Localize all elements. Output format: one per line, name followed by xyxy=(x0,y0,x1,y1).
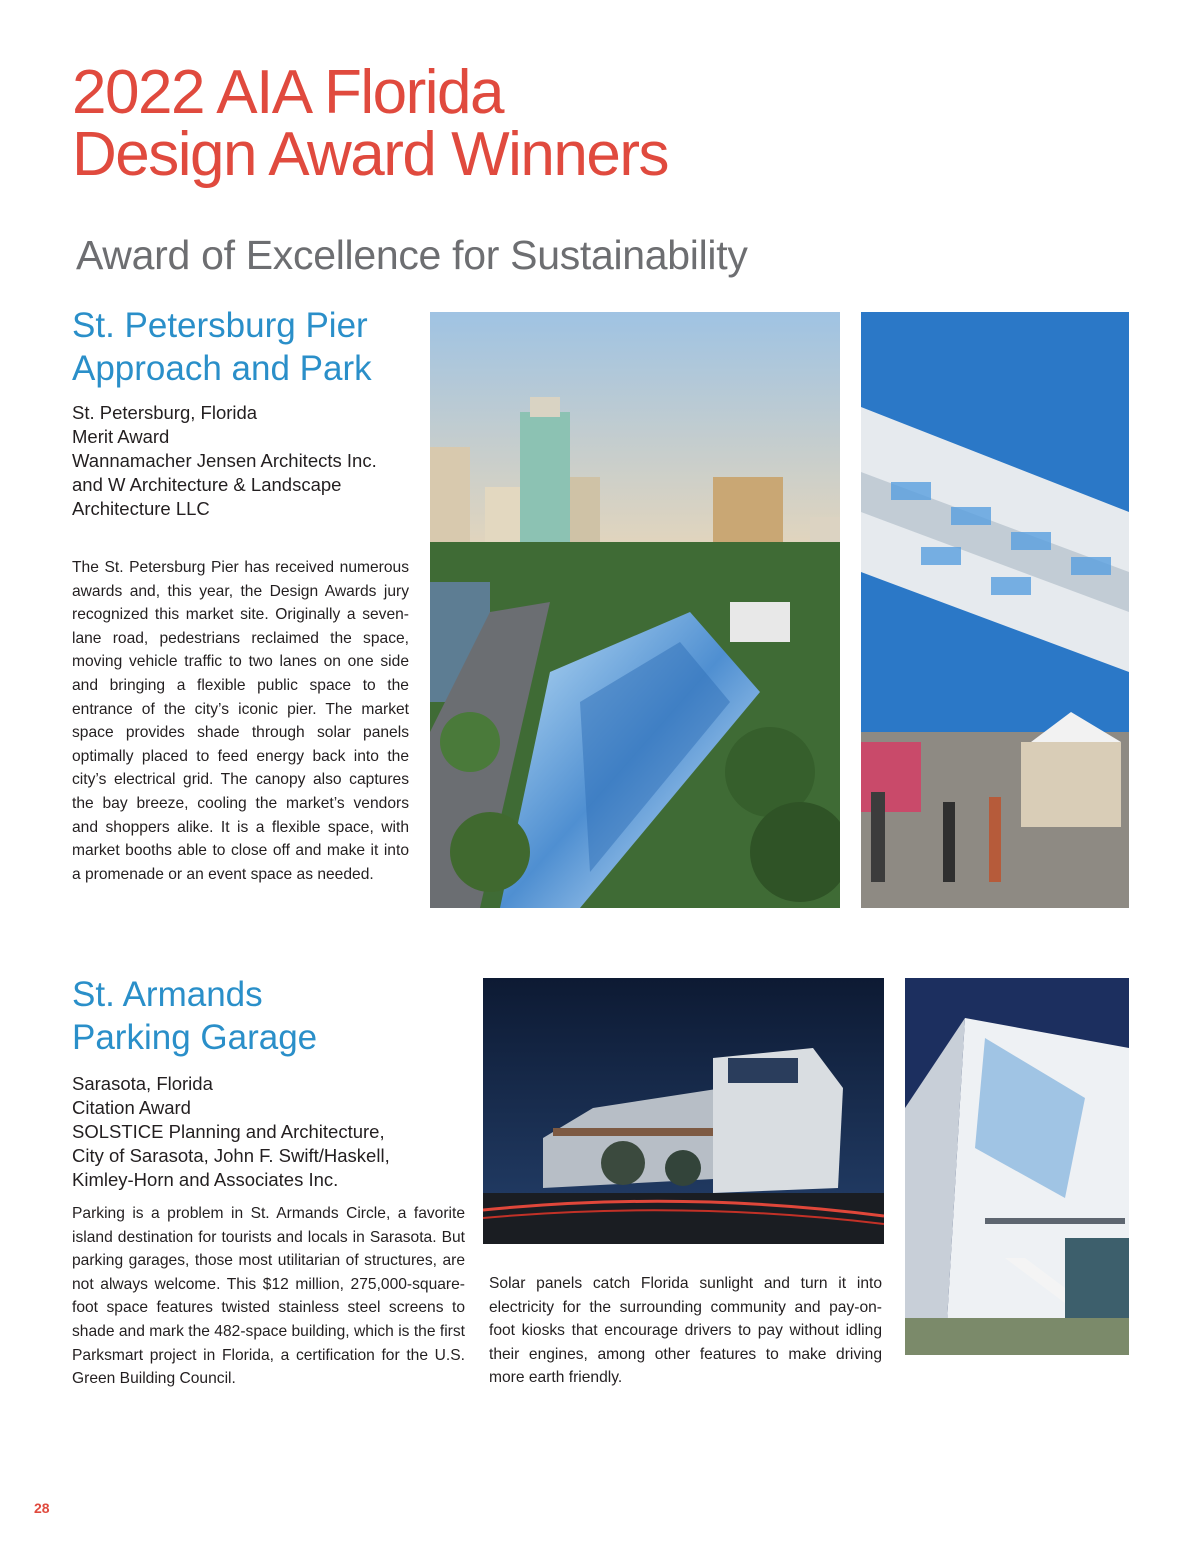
project-location: St. Petersburg, Florida xyxy=(72,402,258,423)
project-title-line: Parking Garage xyxy=(72,1018,318,1057)
project-architect: and W Architecture & Landscape xyxy=(72,474,342,495)
photo-garage-dusk xyxy=(483,978,884,1244)
page-number: 28 xyxy=(34,1500,50,1516)
project-title-line: Approach and Park xyxy=(72,349,372,388)
photo-pier-aerial xyxy=(430,312,840,908)
project-meta-pier xyxy=(72,401,377,521)
project-description-garage: Parking is a problem in St. Armands Circle, a favorite island destination for tourists and locals in Sarasota. But parking garages, those most utilitarian of structures, are not always welcome. This $12 million, 275,000-square-foot space features twisted stainless steel screens to shade and mark the 482-space building, which is the first Parksmart project in Florida, a certification for the U.S. Green Building Council. xyxy=(72,1205,465,1388)
project-location: Sarasota, Florida xyxy=(72,1073,213,1094)
project-architect: Kimley-Horn and Associates Inc. xyxy=(72,1169,339,1190)
project-architect: Wannamacher Jensen Architects Inc. xyxy=(72,450,377,471)
project-architect: SOLSTICE Planning and Architecture, xyxy=(72,1121,385,1142)
project-title-garage xyxy=(72,973,317,1059)
project-description-pier: The St. Petersburg Pier has received numerous awards and, this year, the Design Awards jury recognized this market site. Originally a seven-lane road, pedestrians reclaimed the space, moving vehicle traffic to two lanes on one side and bringing a flexible public space to the entrance of the city’s iconic pier. The market space provides shade through solar panels optimally placed to feed energy back into the city’s electrical grid. The canopy also captures the bay breeze, cooling the market’s vendors and shoppers alike. It is a flexible space, with market booths able to close off and make it into a promenade or an event space as needed. xyxy=(72,559,409,883)
project-meta-garage xyxy=(72,1072,390,1192)
project-description-garage-continued: Solar panels catch Florida sunlight and turn it into electricity for the surrounding community and pay-on-foot kiosks that encourage drivers to pay without idling their engines, among other features to make driving more earth friendly. xyxy=(489,1275,882,1387)
page-title xyxy=(72,58,892,189)
project-award: Citation Award xyxy=(72,1097,191,1118)
photo-pier-canopy xyxy=(861,312,1129,908)
project-award: Merit Award xyxy=(72,426,170,447)
project-title-line: St. Armands xyxy=(72,975,263,1014)
page-title-line1: 2022 AIA Florida xyxy=(72,58,503,127)
page-title-line2: Design Award Winners xyxy=(72,120,669,189)
project-architect: Architecture LLC xyxy=(72,498,210,519)
project-title-pier xyxy=(72,304,372,390)
page-subtitle: Award of Excellence for Sustainability xyxy=(76,232,748,278)
project-architect: City of Sarasota, John F. Swift/Haskell, xyxy=(72,1145,390,1166)
project-title-line: St. Petersburg Pier xyxy=(72,306,368,345)
photo-garage-corner xyxy=(905,978,1129,1355)
